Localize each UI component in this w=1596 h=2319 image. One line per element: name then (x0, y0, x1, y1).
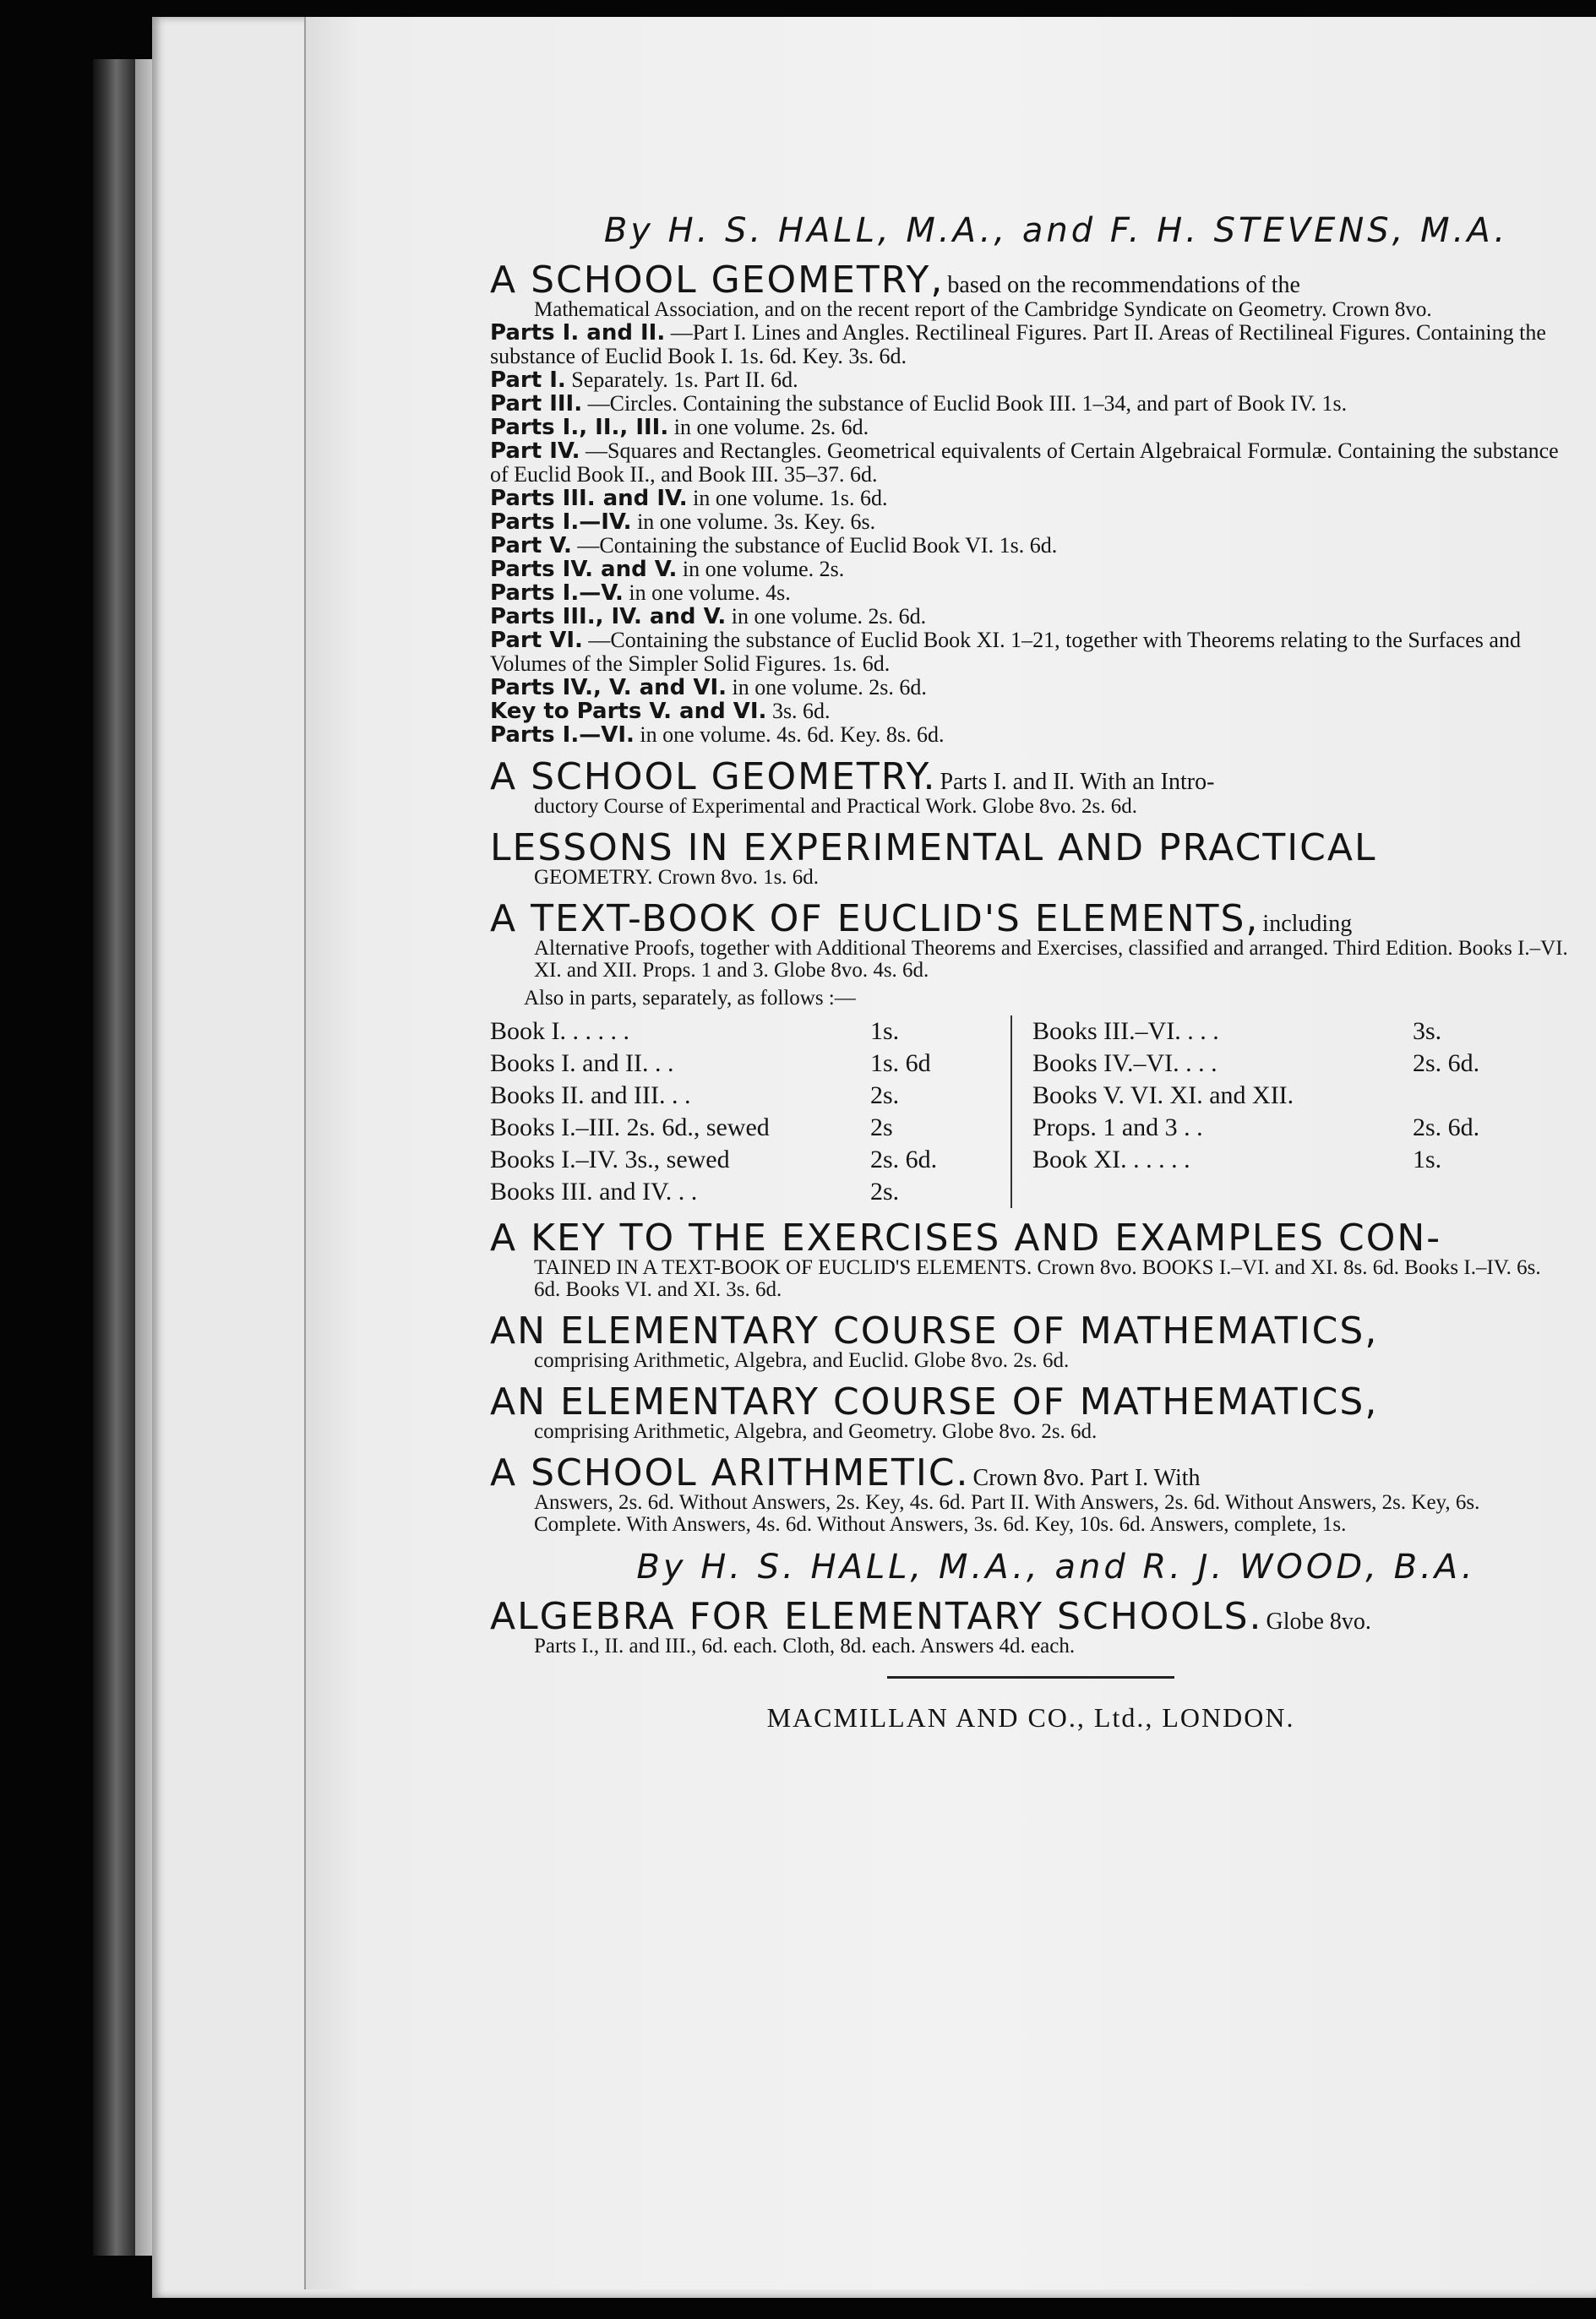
entry-tail: Globe 8vo. (1266, 1609, 1371, 1635)
part-line: Part I. Separately. 1s. Part II. 6d. (490, 367, 798, 393)
entry-tail: including (1262, 911, 1353, 937)
part-line: Part VI. —Containing the substance of Euclid Book XI. 1–21, together with Theorems relating to the Surfaces and Volumes of the Simpler Solid Figures. 1s. 6d. (490, 628, 1521, 676)
entry-description: comprising Arithmetic, Algebra, and Euclid. Globe 8vo. 2s. 6d. (534, 1349, 1070, 1372)
entry-description: Answers, 2s. 6d. Without Answers, 2s. Key, 4s. 6d. Part II. With Answers, 2s. 6d. Without Answers, 2s. Key, 6s. Complete. With Answers, 4s. 6d. Without Answers, 3s. 6d. Key, 10s. 6d. Answers, complete, 1s. (534, 1491, 1480, 1536)
price-row: Books I.–IV. 3s., sewed 2s. 6d. (490, 1146, 938, 1173)
part-line: Parts I., II., III. in one volume. 2s. 6d. (490, 415, 869, 440)
entry-school-geometry (490, 259, 1571, 748)
entry-title: A SCHOOL GEOMETRY. (490, 755, 937, 798)
entry-description: ductory Course of Experimental and Practical Work. Globe 8vo. 2s. 6d. (534, 795, 1138, 818)
entry-tail: Crown 8vo. Part I. With (972, 1465, 1201, 1491)
entry-elementary-course-geometry (490, 1380, 1571, 1443)
part-line: Parts I.—V. in one volume. 4s. (490, 580, 791, 606)
price-column-left (490, 1015, 1010, 1208)
entry-key-exercises (490, 1217, 1571, 1301)
part-line: Parts III., IV. and V. in one volume. 2s. 6d. (490, 604, 927, 629)
publisher-imprint: MACMILLAN AND CO., Ltd., LONDON. (766, 1702, 1295, 1733)
price-row: Props. 1 and 3 . . 2s. 6d. (1032, 1113, 1480, 1141)
price-row: Books I. and II. . . 1s. 6d (490, 1049, 931, 1077)
entry-algebra-elementary (490, 1595, 1571, 1658)
price-column-right (1010, 1015, 1506, 1208)
entry-title: A SCHOOL GEOMETRY, (490, 259, 945, 302)
entry-title: A KEY TO THE EXERCISES AND EXAMPLES CON- (490, 1217, 1442, 1260)
part-line: Part V. —Containing the substance of Euclid Book VI. 1s. 6d. (490, 533, 1058, 558)
part-line: Key to Parts V. and VI. 3s. 6d. (490, 699, 831, 724)
part-line: Parts I.—IV. in one volume. 3s. Key. 6s. (490, 509, 876, 535)
entry-title: A TEXT-BOOK OF EUCLID'S ELEMENTS, (490, 897, 1260, 940)
entry-description: TAINED IN A TEXT-BOOK OF EUCLID'S ELEMENTS. Crown 8vo. BOOKS I.–VI. and XI. 8s. 6d. Books I.–IV. 6s. 6d. Books VI. and XI. 3s. 6d. (534, 1256, 1541, 1301)
price-row: Books IV.–VI. . . . 2s. 6d. (1032, 1049, 1480, 1077)
price-row: Books II. and III. . . 2s. (490, 1081, 900, 1109)
entry-euclid-textbook (490, 897, 1571, 1208)
entry-school-geometry-practical (490, 755, 1571, 818)
part-line: Parts III. and IV. in one volume. 1s. 6d. (490, 486, 888, 511)
entry-title: ALGEBRA FOR ELEMENTARY SCHOOLS. (490, 1595, 1263, 1638)
price-row: Books V. VI. XI. and XII. (1032, 1081, 1294, 1109)
part-line: Parts IV. and V. in one volume. 2s. (490, 557, 845, 582)
part-line: Parts I.—VI. in one volume. 4s. 6d. Key. 8s. 6d. (490, 722, 945, 748)
entry-school-arithmetic (490, 1451, 1571, 1536)
advertisement-page (490, 211, 1571, 1734)
entry-description: Parts I., II. and III., 6d. each. Cloth, 8d. each. Answers 4d. each. (534, 1635, 1076, 1658)
entry-tail: based on the recommendations of the (947, 272, 1300, 298)
part-line: Parts I. and II. —Part I. Lines and Angles. Rectilineal Figures. Part II. Areas of Rectilineal Figures. Containing the substance of Euclid Book I. 1s. 6d. Key. 3s. 6d. (490, 320, 1546, 368)
entry-tail: Parts I. and II. With an Intro- (940, 769, 1215, 795)
book-spine (93, 59, 135, 2256)
price-row: Book XI. . . . . . 1s. (1032, 1146, 1442, 1173)
price-row: Book I. . . . . . 1s. (490, 1017, 900, 1045)
price-row: Books III. and IV. . . 2s. (490, 1178, 900, 1206)
price-row: Books I.–III. 2s. 6d., sewed 2s (490, 1113, 893, 1141)
price-row: Books III.–VI. . . . 3s. (1032, 1017, 1442, 1045)
parts-price-table (490, 1015, 1538, 1208)
parts-intro: Also in parts, separately, as follows :— (524, 987, 856, 1010)
entry-description: Mathematical Association, and on the recent report of the Cambridge Syndicate on Geometry. Crown 8vo. (534, 298, 1432, 321)
entry-elementary-course-euclid (490, 1309, 1571, 1372)
entry-title: AN ELEMENTARY COURSE OF MATHEMATICS, (490, 1309, 1379, 1353)
part-line: Parts IV., V. and VI. in one volume. 2s. 6d. (490, 675, 927, 700)
entry-description: GEOMETRY. Crown 8vo. 1s. 6d. (534, 866, 820, 889)
part-line: Part III. —Circles. Containing the substance of Euclid Book III. 1–34, and part of Book IV. 1s. (490, 391, 1348, 416)
parts-list (490, 321, 1571, 747)
entry-description: Alternative Proofs, together with Additional Theorems and Exercises, classified and arranged. Third Edition. Books I.–VI. XI. and XII. Props. 1 and 3. Globe 8vo. 4s. 6d. (534, 937, 1568, 982)
entry-lessons-experimental (490, 826, 1571, 889)
part-line: Part IV. —Squares and Rectangles. Geometrical equivalents of Certain Algebraical Formulæ. Containing the substance of Euclid Book II., and Book III. 35–37. 6d. (490, 438, 1559, 487)
entry-title: LESSONS IN EXPERIMENTAL AND PRACTICAL (490, 826, 1377, 869)
author-byline-hall-wood: By H. S. HALL, M.A., and R. J. WOOD, B.A. (636, 1548, 1476, 1587)
entry-title: AN ELEMENTARY COURSE OF MATHEMATICS, (490, 1380, 1379, 1424)
entry-title: A SCHOOL ARITHMETIC. (490, 1451, 970, 1494)
divider-rule (887, 1676, 1174, 1679)
entry-description: comprising Arithmetic, Algebra, and Geometry. Globe 8vo. 2s. 6d. (534, 1420, 1098, 1443)
author-byline-hall-stevens: By H. S. HALL, M.A., and F. H. STEVENS, M.A. (603, 211, 1509, 250)
